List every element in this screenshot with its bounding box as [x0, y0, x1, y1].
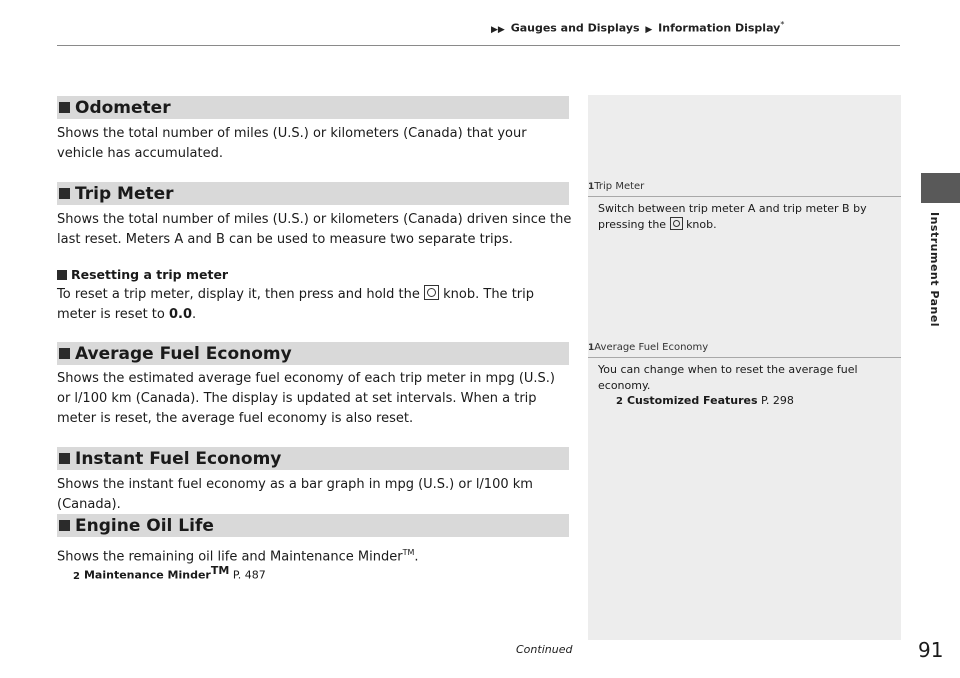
- instant-fuel-economy-title: Instant Fuel Economy: [75, 448, 282, 469]
- trip-meter-heading: [57, 182, 569, 205]
- chapter-tab: [921, 173, 960, 203]
- engine-oil-body-after: .: [414, 549, 419, 565]
- engine-oil-life-heading: [57, 514, 569, 537]
- selector-knob-icon: [424, 285, 439, 300]
- average-fuel-economy-note: [588, 342, 901, 407]
- resetting-trip-meter-instructions: [57, 285, 572, 325]
- square-bullet-icon: [59, 520, 70, 531]
- trademark-mark: TM: [402, 548, 415, 557]
- continued-label: Continued: [516, 643, 573, 656]
- note-number: 1: [588, 343, 595, 353]
- reset-value: 0.0: [169, 307, 193, 322]
- breadcrumb-arrow-icon: ▶▶: [491, 24, 505, 35]
- odometer-title: Odometer: [75, 97, 171, 118]
- resetting-trip-meter-title: Resetting a trip meter: [71, 267, 229, 282]
- trip-meter-note-body-after: knob.: [686, 218, 717, 231]
- chapter-tab-label: Instrument Panel: [928, 212, 941, 328]
- average-fuel-economy-note-heading: [588, 342, 901, 356]
- square-bullet-icon: [59, 102, 70, 113]
- customized-features-link-label: Customized Features: [626, 394, 758, 407]
- trip-meter-note-heading: [588, 181, 901, 195]
- instant-fuel-economy-heading: [57, 447, 569, 470]
- trip-meter-note-title: Trip Meter: [594, 181, 645, 192]
- cross-reference-arrow-icon: 2: [73, 570, 80, 582]
- breadcrumb-arrow-icon: ▶: [645, 24, 653, 35]
- average-fuel-economy-note-title: Average Fuel Economy: [594, 342, 709, 353]
- average-fuel-economy-title: Average Fuel Economy: [75, 343, 292, 364]
- note-divider: [588, 196, 901, 197]
- average-fuel-economy-note-body: You can change when to reset the average fuel economy.: [598, 363, 858, 392]
- breadcrumb-asterisk: *: [780, 20, 785, 29]
- reset-text-before: To reset a trip meter, display it, then press and hold the: [57, 287, 420, 302]
- maintenance-minder-link[interactable]: [73, 564, 266, 582]
- square-bullet-icon: [59, 348, 70, 359]
- average-fuel-economy-description: Shows the estimated average fuel economy of each trip meter in mpg (U.S.) or l/100 km (Canada). The display is updated at set intervals. When a trip meter is reset, the average fuel economy is also reset.: [57, 371, 556, 426]
- note-divider: [588, 357, 901, 358]
- square-bullet-icon: [59, 188, 70, 199]
- cross-reference-arrow-icon: 2: [616, 396, 623, 407]
- note-number: 1: [588, 182, 595, 192]
- customized-features-link[interactable]: [588, 394, 901, 407]
- engine-oil-life-title: Engine Oil Life: [75, 515, 214, 536]
- square-bullet-icon: [57, 270, 67, 280]
- selector-knob-icon: [670, 217, 683, 230]
- page-number: 91: [918, 638, 944, 662]
- trademark-mark: TM: [210, 564, 230, 577]
- resetting-trip-meter-subhead: [57, 267, 228, 282]
- trip-meter-note: [588, 181, 901, 233]
- header-divider: [57, 45, 900, 46]
- breadcrumb: [489, 20, 909, 35]
- trip-meter-description: Shows the total number of miles (U.S.) or kilometers (Canada) driven since the last reset. Meters A and B can be used to measure two separate trips.: [57, 212, 572, 247]
- trip-meter-title: Trip Meter: [75, 183, 174, 204]
- maintenance-minder-page: P. 487: [232, 568, 266, 582]
- trip-meter-note-body-before: Switch between trip meter A and trip meter B by pressing the: [598, 202, 867, 231]
- odometer-heading: [57, 96, 569, 119]
- breadcrumb-gauges-and-displays[interactable]: Gauges and Displays: [510, 21, 640, 35]
- reset-end: .: [192, 307, 197, 322]
- odometer-description: Shows the total number of miles (U.S.) or kilometers (Canada) that your vehicle has accumulated.: [57, 126, 527, 161]
- maintenance-minder-link-label: Maintenance Minder: [83, 568, 211, 582]
- engine-oil-body-before: Shows the remaining oil life and Maintenance Minder: [57, 549, 403, 565]
- customized-features-page: P. 298: [761, 394, 794, 407]
- trip-meter-note-body: [588, 201, 878, 233]
- square-bullet-icon: [59, 453, 70, 464]
- average-fuel-economy-heading: [57, 342, 569, 365]
- instant-fuel-economy-description: Shows the instant fuel economy as a bar graph in mpg (U.S.) or l/100 km (Canada).: [57, 477, 533, 512]
- breadcrumb-information-display[interactable]: Information Display: [658, 21, 781, 35]
- reset-text-after: knob. The trip meter is reset to: [57, 287, 534, 322]
